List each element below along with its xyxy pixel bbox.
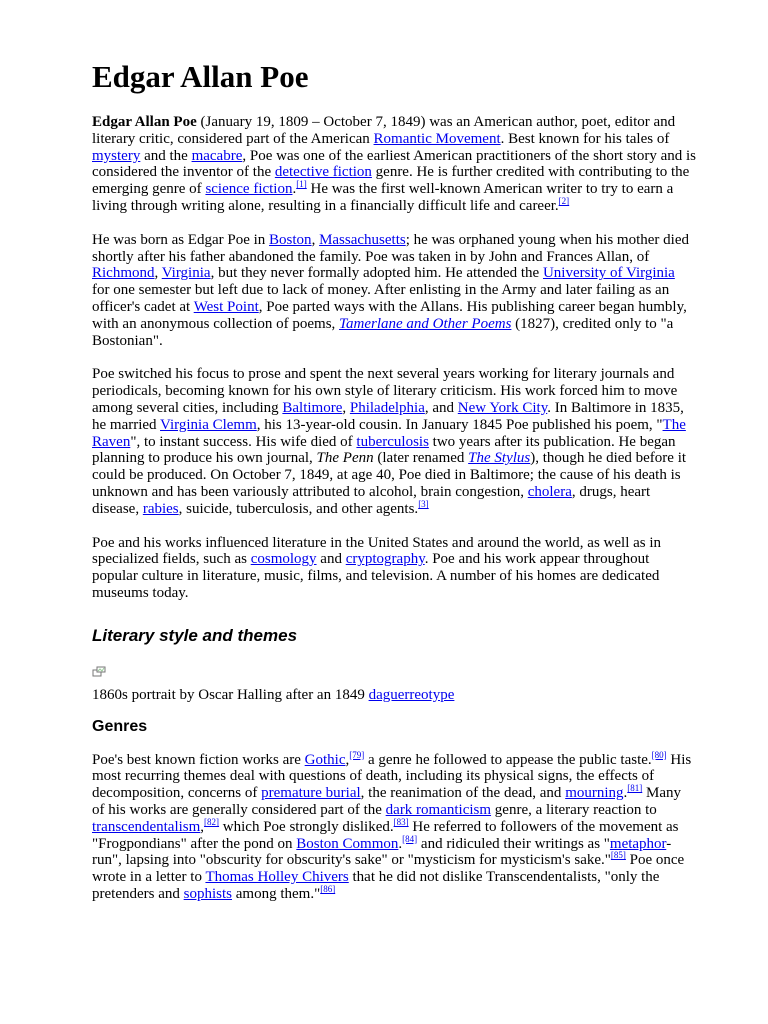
link-virginia[interactable]: Virginia — [161, 265, 211, 282]
text: genre. He is further credited with contributing to the emerging genre of — [92, 164, 690, 198]
text: , — [345, 751, 350, 768]
text: and ridiculed their writings as " — [417, 835, 610, 852]
link-mystery[interactable]: mystery — [92, 147, 141, 164]
subject-name: Edgar Allan Poe — [92, 114, 197, 131]
text: , his 13-year-old cousin. In January 1845 Poe published his poem, " — [256, 416, 663, 433]
text: -run", lapsing into "obscurity for obscurity's sake" or "mysticism for mysticism's sake." — [92, 835, 672, 869]
text: , and — [424, 400, 458, 417]
link-new-york-city[interactable]: New York City — [457, 400, 548, 417]
text: . Best known for his tales of — [500, 130, 670, 147]
text: ; he was orphaned young when his mother died shortly after his father abandoned the family. Poe was taken in by John and Frances Allan, of — [92, 231, 689, 265]
text: . Poe and his work appear throughout popular culture in literature, music, films, and television. A number of his homes are dedicated museums today. — [92, 551, 660, 602]
text: , — [154, 265, 162, 282]
link-rabies[interactable]: rabies — [142, 500, 179, 517]
genres-paragraph — [92, 749, 696, 903]
text: Poe switched his focus to prose and spent the next several years working for literary journals and periodicals, becoming known for his own style of literary criticism. His work forced him to move among several cities, including — [92, 366, 678, 417]
text: , suicide, tuberculosis, and other agents. — [178, 500, 419, 517]
link-baltimore[interactable]: Baltimore — [282, 400, 343, 417]
link-gothic[interactable]: Gothic — [304, 751, 346, 768]
link-daguerreotype[interactable]: daguerreotype — [368, 686, 455, 703]
journal-title: The Penn — [316, 450, 374, 467]
article — [92, 60, 696, 920]
link-macabre[interactable]: macabre — [191, 147, 243, 164]
intro-paragraph — [92, 114, 696, 215]
subsection-heading: Genres — [92, 717, 148, 735]
link-premature-burial[interactable]: premature burial — [261, 785, 361, 802]
link-philadelphia[interactable]: Philadelphia — [349, 400, 425, 417]
section-heading: Literary style and themes — [92, 625, 298, 645]
text: two years after its publication. He began planning to produce his own journal, — [92, 433, 676, 467]
link-mourning[interactable]: mourning — [565, 785, 624, 802]
text: . — [398, 835, 403, 852]
citation-link[interactable]: [83] — [393, 816, 409, 827]
text: ", to instant success. His wife died of — [130, 433, 357, 450]
link-transcendentalism[interactable]: transcendentalism — [92, 818, 201, 835]
link-science-fiction[interactable]: science fiction — [205, 181, 293, 198]
text: that he did not dislike Transcendentalists, "only the pretenders and — [92, 869, 660, 902]
link-dark-romanticism[interactable]: dark romanticism — [385, 802, 492, 818]
text: , drugs, heart disease, — [92, 484, 651, 517]
link-virginia-clemm[interactable]: Virginia Clemm — [160, 416, 257, 433]
portrait-image[interactable] — [92, 666, 696, 687]
text: (1827), credited only to "a Bostonian". — [92, 315, 674, 349]
link-richmond[interactable]: Richmond — [92, 265, 155, 282]
text: He referred to followers of the movement as "Frogpondians" after the pond on — [92, 818, 679, 852]
image-caption — [92, 687, 696, 704]
citation-link[interactable]: [84] — [402, 833, 418, 844]
text: , the reanimation of the dead, and — [360, 785, 566, 802]
biography-paragraph — [92, 232, 696, 350]
citation-link[interactable]: [85] — [610, 850, 626, 861]
text: which Poe strongly disliked. — [219, 818, 394, 835]
citation-link[interactable]: [82] — [204, 816, 220, 827]
link-massachusetts[interactable]: Massachusetts — [319, 231, 406, 248]
citation-link[interactable]: [86] — [320, 883, 336, 894]
citation-link[interactable]: [2] — [558, 196, 570, 207]
text: and the — [140, 147, 192, 164]
text: ), though he died before it could be produced. On October 7, 1849, at age 40, Poe died in Baltimore; the cause of his death is unknown and has been variously attributed to alcohol, brain congestion, — [92, 450, 687, 501]
link-tamerlane[interactable]: Tamerlane and Other Poems — [339, 315, 512, 332]
link-metaphor[interactable]: metaphor — [609, 835, 667, 852]
text: Many of his works are generally considered part of the — [92, 785, 682, 818]
text: , — [200, 818, 205, 835]
text: His most recurring themes deal with questions of death, including its physical signs, the effects of decomposition, concerns of — [92, 751, 692, 802]
text: . — [292, 181, 297, 198]
text: , Poe was one of the earliest American practitioners of the short story and is considered the inventor of the — [92, 147, 696, 181]
link-tuberculosis[interactable]: tuberculosis — [356, 433, 429, 450]
link-west-point[interactable]: West Point — [193, 299, 259, 316]
link-cholera[interactable]: cholera — [527, 484, 572, 501]
text: Poe once wrote in a letter to — [92, 852, 685, 886]
link-university-of-virginia[interactable]: University of Virginia — [542, 265, 675, 282]
link-cosmology[interactable]: cosmology — [250, 551, 317, 568]
text: , — [311, 231, 320, 248]
citation-link[interactable]: [3] — [418, 498, 429, 509]
link-the-raven[interactable]: The Raven — [92, 416, 686, 450]
text: (later renamed — [373, 450, 469, 467]
citation-link[interactable]: [80] — [651, 749, 667, 760]
link-thomas-holley-chivers[interactable]: Thomas Holley Chivers — [205, 869, 349, 886]
text: and — [316, 551, 346, 568]
text: . — [623, 785, 628, 802]
citation-link[interactable]: [1] — [296, 179, 307, 190]
citation-link[interactable]: [79] — [349, 749, 365, 760]
citation-link[interactable]: [81] — [627, 783, 643, 794]
link-boston-common[interactable]: Boston Common — [296, 835, 399, 852]
text: for one semester but left due to lack of money. After enlisting in the Army and later failing as an officer's cadet at — [92, 282, 670, 316]
link-boston[interactable]: Boston — [269, 231, 312, 248]
broken-image-icon — [92, 666, 106, 678]
text: . In Baltimore in 1835, he married — [92, 400, 684, 433]
text: Poe and his works influenced literature in the United States and around the world, as well as in specialized fields, such as — [92, 534, 662, 568]
page-title: Edgar Allan Poe — [92, 59, 309, 94]
legacy-paragraph — [92, 535, 696, 602]
link-romantic-movement[interactable]: Romantic Movement — [373, 130, 501, 147]
link-the-stylus[interactable]: The Stylus — [468, 450, 531, 467]
text: He was born as Edgar Poe in — [92, 231, 270, 248]
text: 1860s portrait by Oscar Halling after an 1849 — [92, 686, 369, 703]
text: He was the first well-known American writer to try to earn a living through writing alone, resulting in a financially difficult life and career. — [92, 181, 674, 215]
career-paragraph — [92, 366, 696, 517]
text: a genre he followed to appease the public taste. — [364, 751, 652, 768]
link-sophists[interactable]: sophists — [183, 885, 232, 902]
text: Poe's best known fiction works are — [92, 751, 305, 768]
text: among them." — [232, 885, 321, 902]
text: genre, a literary reaction to — [491, 802, 657, 818]
link-detective-fiction[interactable]: detective fiction — [274, 164, 372, 181]
text: , but they never formally adopted him. He attended the — [210, 265, 543, 282]
text: , — [342, 400, 350, 417]
text: , Poe parted ways with the Allans. His publishing career began humbly, with an anonymous collection of poems, — [92, 299, 687, 332]
text: (January 19, 1809 – October 7, 1849) was an American author, poet, editor and literary critic, considered part of the American — [92, 114, 676, 147]
link-cryptography[interactable]: cryptography — [345, 551, 425, 568]
